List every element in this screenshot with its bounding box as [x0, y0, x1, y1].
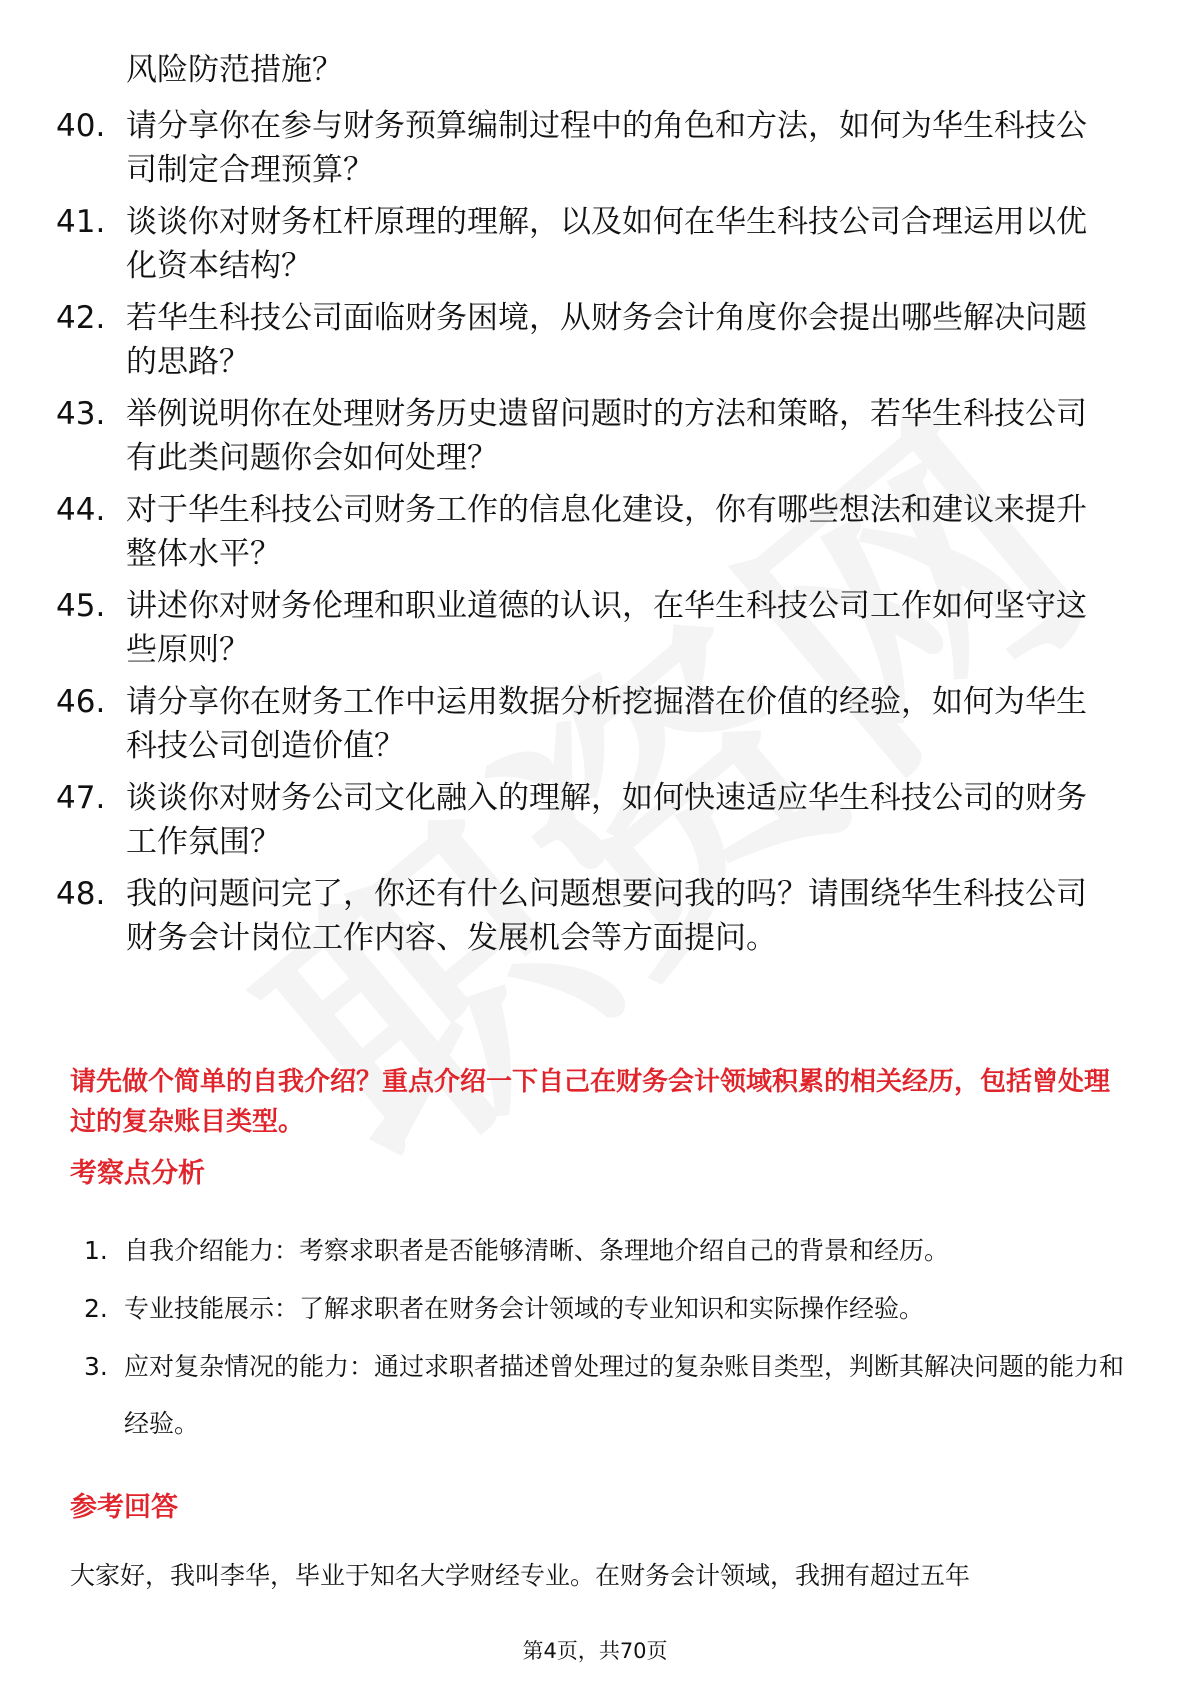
question-item [56, 104, 1116, 192]
analysis-heading: 考察点分析 [70, 1158, 205, 1189]
question-text: 举例说明你在处理财务历史遗留问题时的方法和策略，若华生科技公司有此类问题你会如何处理？ [126, 396, 1087, 476]
question-text: 若华生科技公司面临财务困境，从财务会计角度你会提出哪些解决问题的思路？ [126, 300, 1087, 380]
question-item [56, 296, 1116, 384]
question-text: 请分享你在参与财务预算编制过程中的角色和方法，如何为华生科技公司制定合理预算？ [126, 108, 1087, 188]
analysis-text: 应对复杂情况的能力：通过求职者描述曾处理过的复杂账目类型，判断其解决问题的能力和经验。 [124, 1352, 1125, 1438]
question-text: 我的问题问完了，你还有什么问题想要问我的吗？请围绕华生科技公司财务会计岗位工作内容、发展机会等方面提问。 [126, 876, 1087, 956]
question-text: 对于华生科技公司财务工作的信息化建设，你有哪些想法和建议来提升整体水平？ [126, 492, 1087, 572]
question-number: 47. [56, 780, 106, 816]
question-item [56, 392, 1116, 480]
interview-question-heading: 请先做个简单的自我介绍？重点介绍一下自己在财务会计领域积累的相关经历，包括曾处理过的复杂账目类型。 [70, 1067, 1111, 1137]
question-number: 48. [56, 876, 106, 912]
analysis-item [84, 1222, 1124, 1279]
question-number: 46. [56, 684, 106, 720]
question-text: 谈谈你对财务杠杆原理的理解，以及如何在华生科技公司合理运用以优化资本结构？ [126, 204, 1087, 284]
answer-text: 大家好，我叫李华，毕业于知名大学财经专业。在财务会计领域，我拥有超过五年 [70, 1561, 971, 1590]
question-number: 40. [56, 108, 106, 144]
question-item [56, 200, 1116, 288]
answer-heading: 参考回答 [70, 1492, 178, 1523]
question-number: 45. [56, 588, 106, 624]
question-number: 41. [56, 204, 106, 240]
analysis-item [84, 1338, 1124, 1452]
question-number: 43. [56, 396, 106, 432]
analysis-number: 1. [84, 1236, 108, 1265]
question-number: 42. [56, 300, 106, 336]
question-item [56, 488, 1116, 576]
analysis-item [84, 1280, 1124, 1337]
question-continuation: 风险防范措施？ [126, 52, 343, 88]
question-item [56, 872, 1116, 960]
analysis-text: 自我介绍能力：考察求职者是否能够清晰、条理地介绍自己的背景和经历。 [124, 1236, 950, 1265]
question-number: 44. [56, 492, 106, 528]
analysis-number: 2. [84, 1294, 108, 1323]
page-footer: 第4页，共70页 [522, 1639, 668, 1663]
question-item [56, 776, 1116, 864]
question-text: 讲述你对财务伦理和职业道德的认识，在华生科技公司工作如何坚守这些原则？ [126, 588, 1087, 668]
question-text: 谈谈你对财务公司文化融入的理解，如何快速适应华生科技公司的财务工作氛围？ [126, 780, 1087, 860]
question-text: 请分享你在财务工作中运用数据分析挖掘潜在价值的经验，如何为华生科技公司创造价值？ [126, 684, 1087, 764]
question-item [56, 680, 1116, 768]
analysis-number: 3. [84, 1352, 108, 1381]
analysis-text: 专业技能展示：了解求职者在财务会计领域的专业知识和实际操作经验。 [124, 1294, 925, 1323]
question-item [56, 584, 1116, 672]
